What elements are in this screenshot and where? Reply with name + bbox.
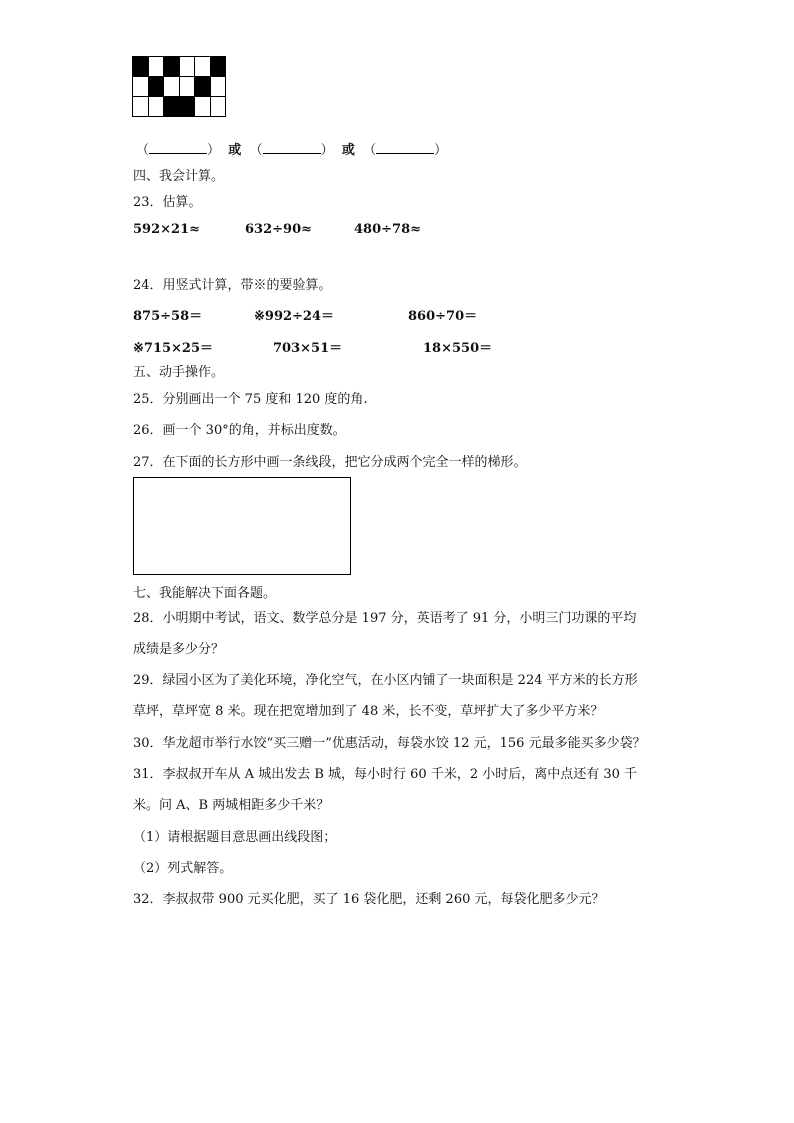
q23-item-1: 592×21≈ <box>133 222 201 237</box>
q24-item-4: ※715×25＝ <box>133 341 214 356</box>
q32-text: 32．李叔叔带 900 元买化肥，买了 16 袋化肥，还剩 260 元，每袋化肥多少元？ <box>133 892 605 907</box>
paren-open: （ <box>249 143 263 158</box>
grid-cell-empty <box>148 57 164 77</box>
q31-line-2: 米。问 A、B 两城相距多少千米？ <box>133 798 330 813</box>
q24-item-1: 875÷58＝ <box>133 309 203 324</box>
grid-cell-filled <box>133 57 149 77</box>
paren-close: ） <box>320 143 334 158</box>
grid-cell-empty <box>148 97 164 117</box>
section-4-heading: 四、我会计算。 <box>133 169 225 184</box>
q29-line-1: 29．绿园小区为了美化环境，净化空气，在小区内铺了一块面积是 224 平方米的长方形 <box>133 673 638 688</box>
pixel-grid-figure <box>132 56 226 117</box>
grid-cell-empty <box>179 57 195 77</box>
q24-title: 24．用竖式计算，带※的要验算。 <box>133 278 332 293</box>
q30-text: 30．华龙超市举行水饺“买三赠一”优惠活动，每袋水饺 12 元，156 元最多能买多少袋？ <box>133 736 646 751</box>
paren-close: ） <box>207 143 221 158</box>
grid-cell-empty <box>133 97 149 117</box>
paren-close: ） <box>434 143 448 158</box>
q23-item-3: 480÷78≈ <box>354 222 422 237</box>
or-word: 或 <box>228 143 242 158</box>
q24-item-2: ※992÷24＝ <box>254 309 335 324</box>
grid-cell-empty <box>133 77 149 97</box>
grid-cell-empty <box>210 77 226 97</box>
q27-text: 27．在下面的长方形中画一条线段，把它分成两个完全一样的梯形。 <box>133 455 527 470</box>
section-7-heading: 七、我能解决下面各题。 <box>133 586 277 601</box>
q24-item-6: 18×550＝ <box>423 341 493 356</box>
paren-open: （ <box>363 143 377 158</box>
q25-text: 25．分别画出一个 75 度和 120 度的角. <box>133 392 368 407</box>
q28-line-1: 28．小明期中考试，语文、数学总分是 197 分，英语考了 91 分，小明三门功课的平均 <box>133 611 637 626</box>
q24-item-3: 860÷70＝ <box>408 309 478 324</box>
answer-blanks-line <box>136 139 447 158</box>
q31-sub-1: （1）请根据题目意思画出线段图； <box>133 830 337 845</box>
grid-cell-empty <box>195 97 211 117</box>
answer-blank-1[interactable] <box>149 141 207 154</box>
section-5-heading: 五、动手操作。 <box>133 365 225 380</box>
grid-row <box>133 77 226 97</box>
rectangle-drawing-area[interactable] <box>133 477 351 575</box>
grid-cell-filled <box>195 77 211 97</box>
grid-cell-empty <box>210 97 226 117</box>
grid-cell-filled <box>164 97 180 117</box>
grid-row <box>133 57 226 77</box>
q28-line-2: 成绩是多少分？ <box>133 642 225 657</box>
q26-text: 26．画一个 30°的角，并标出度数。 <box>133 423 346 438</box>
q31-line-1: 31．李叔叔开车从 A 城出发去 B 城，每小时行 60 千米，2 小时后，离中点还有 30 千 <box>133 767 638 782</box>
grid-cell-filled <box>179 97 195 117</box>
q23-item-2: 632÷90≈ <box>245 222 313 237</box>
q23-title: 23．估算。 <box>133 195 202 210</box>
answer-blank-3[interactable] <box>376 141 434 154</box>
q31-sub-2: （2）列式解答。 <box>133 861 233 876</box>
answer-blank-2[interactable] <box>263 141 321 154</box>
q24-item-5: 703×51＝ <box>273 341 343 356</box>
q29-line-2: 草坪，草坪宽 8 米。现在把宽增加到了 48 米，长不变，草坪扩大了多少平方米？ <box>133 704 604 719</box>
grid-cell-filled <box>148 77 164 97</box>
grid-cell-filled <box>210 57 226 77</box>
paren-open: （ <box>136 143 150 158</box>
grid-row <box>133 97 226 117</box>
grid-cell-empty <box>179 77 195 97</box>
grid-cell-filled <box>164 57 180 77</box>
or-word: 或 <box>341 143 355 158</box>
grid-cell-empty <box>195 57 211 77</box>
grid-cell-empty <box>164 77 180 97</box>
